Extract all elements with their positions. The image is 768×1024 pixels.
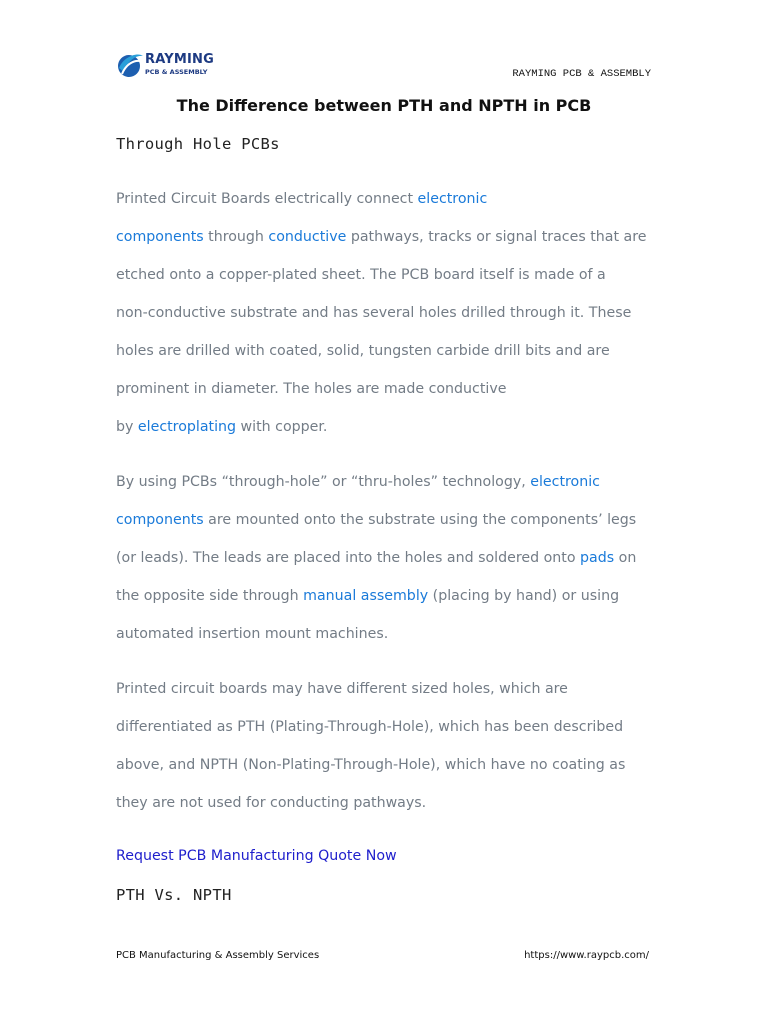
paragraph-line: [116, 180, 661, 218]
link-manual-assembly[interactable]: manual assembly: [303, 588, 429, 604]
rayming-logo-icon: [116, 50, 144, 80]
link-pads[interactable]: pads: [580, 550, 615, 566]
text-span: Printed Circuit Boards electrically connect: [116, 191, 418, 207]
text-span: (or leads). The leads are placed into the holes and soldered onto: [116, 550, 581, 566]
paragraph-line: [116, 539, 661, 577]
text-span: by: [116, 419, 138, 435]
paragraph-line: non-conductive substrate and has several holes drilled through it. These: [116, 305, 632, 321]
link-electronic-2[interactable]: electronic: [530, 474, 600, 490]
link-components[interactable]: components: [116, 229, 204, 245]
text-span: the opposite side through: [116, 588, 304, 604]
paragraph-line: [116, 577, 661, 615]
footer-website-link[interactable]: https://www.raypcb.com/: [524, 950, 649, 961]
text-span: with copper.: [236, 419, 328, 435]
text-span: (placing by hand) or using: [428, 588, 620, 604]
logo-tagline: PCB & ASSEMBLY: [145, 68, 208, 76]
text-span: on: [614, 550, 637, 566]
section-heading-through-hole: Through Hole PCBs: [116, 135, 280, 153]
paragraph-line: differentiated as PTH (Plating-Through-Hole), which has been described: [116, 719, 624, 735]
request-quote-link[interactable]: Request PCB Manufacturing Quote Now: [116, 848, 397, 864]
paragraph-2: [116, 463, 661, 653]
paragraph-line: etched onto a copper-plated sheet. The PCB board itself is made of a: [116, 267, 606, 283]
paragraph-3: [116, 670, 661, 822]
paragraph-line: [116, 408, 661, 446]
text-span: through: [203, 229, 269, 245]
paragraph-line: [116, 218, 661, 256]
page-title: The Difference between PTH and NPTH in PCB: [176, 96, 592, 115]
paragraph-line: holes are drilled with coated, solid, tungsten carbide drill bits and are: [116, 343, 610, 359]
rayming-logo[interactable]: [116, 50, 226, 82]
link-conductive[interactable]: conductive: [268, 229, 347, 245]
text-span: By using PCBs “through-hole” or “thru-holes” technology,: [116, 474, 531, 490]
footer-services-text: PCB Manufacturing & Assembly Services: [116, 950, 320, 961]
text-span: are mounted onto the substrate using the components’ legs: [203, 512, 637, 528]
link-components-2[interactable]: components: [116, 512, 204, 528]
paragraph-line: they are not used for conducting pathways.: [116, 795, 427, 811]
paragraph-line: Printed circuit boards may have different sized holes, which are: [116, 681, 568, 697]
paragraph-line: automated insertion mount machines.: [116, 626, 389, 642]
paragraph-1: [116, 180, 661, 446]
paragraph-line: above, and NPTH (Non-Plating-Through-Hole), which have no coating as: [116, 757, 626, 773]
header-company-name: RAYMING PCB & ASSEMBLY: [512, 68, 651, 80]
text-span: pathways, tracks or signal traces that are: [346, 229, 647, 245]
link-electronic[interactable]: electronic: [417, 191, 488, 207]
paragraph-line: [116, 501, 661, 539]
paragraph-line: prominent in diameter. The holes are made conductive: [116, 381, 507, 397]
paragraph-line: [116, 463, 661, 501]
section-heading-pth-vs-npth: PTH Vs. NPTH: [116, 886, 232, 904]
link-electroplating[interactable]: electroplating: [137, 419, 237, 435]
logo-wordmark: RAYMING: [145, 52, 214, 67]
